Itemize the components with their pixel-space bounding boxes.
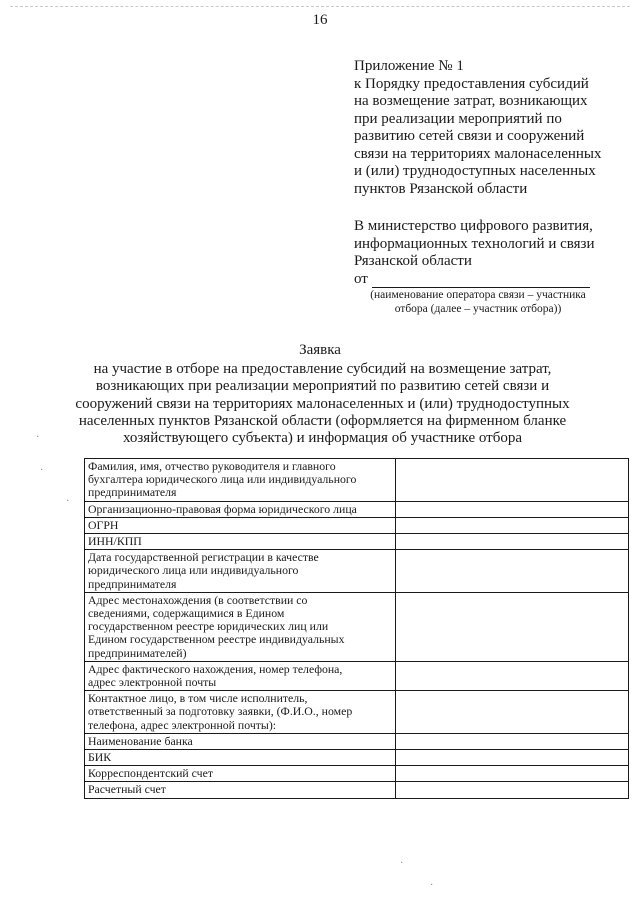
row-label [85, 661, 396, 690]
from-caption [354, 288, 602, 316]
table-row [85, 550, 629, 593]
row-label-line: ответственный за подготовку заявки, (Ф.И.О., номер [88, 704, 353, 719]
row-label [85, 766, 396, 782]
row-label [85, 517, 396, 533]
row-value-cell[interactable] [396, 501, 629, 517]
row-value-cell[interactable] [396, 534, 629, 550]
row-value-cell[interactable] [396, 517, 629, 533]
row-label [85, 733, 396, 749]
row-label [85, 592, 396, 661]
row-label-line: Расчетный счет [88, 782, 166, 797]
row-label-line: государственном реестре юридических лиц или [88, 619, 329, 634]
table-row [85, 534, 629, 550]
row-label-line: Едином государственном реестре индивидуальных [88, 632, 345, 647]
row-label-line: сведениями, содержащимися в Едином [88, 606, 285, 621]
from-blank-field[interactable] [372, 274, 590, 288]
scan-speck: · [40, 465, 44, 476]
form-subtitle-line: возникающих при реализации мероприятий по развитию сетей связи и [95, 378, 550, 395]
appendix-line: при реализации мероприятий по [354, 110, 562, 127]
page-number: 16 [312, 12, 328, 28]
row-label-line: адрес электронной почты [88, 675, 217, 690]
row-label [85, 534, 396, 550]
row-label-line: предпринимателя [88, 485, 177, 500]
form-title: Заявка [299, 342, 341, 358]
row-label [85, 501, 396, 517]
addressee-line: В министерство цифрового развития, [354, 218, 593, 234]
row-label-line: Контактное лицо, в том числе исполнитель, [88, 691, 308, 706]
table-row [85, 733, 629, 749]
appendix-line: развитию сетей связи и сооружений [354, 128, 585, 144]
addressee-line: Рязанской области [354, 253, 472, 269]
participant-info-table [84, 458, 629, 799]
row-label-line: Корреспондентский счет [88, 766, 213, 781]
from-caption-line: (наименование оператора связи – участника [370, 289, 586, 301]
row-label-line: предпринимателя [88, 576, 177, 591]
row-label-line: телефона, адрес электронной почты): [88, 717, 277, 732]
table-row [85, 766, 629, 782]
table-row [85, 501, 629, 517]
table-row [85, 592, 629, 661]
form-subtitle-line: на участие в отборе на предоставление субсидий на возмещение затрат, [93, 361, 552, 377]
row-value-cell[interactable] [396, 592, 629, 661]
row-label-line: Организационно-правовая форма юридического лица [88, 501, 357, 516]
row-value-cell[interactable] [396, 750, 629, 766]
row-label-line: Наименование банка [88, 733, 193, 748]
addressee-block [354, 218, 624, 316]
row-label [85, 750, 396, 766]
row-label-line: Фамилия, имя, отчество руководителя и главного [88, 459, 336, 473]
table-row [85, 691, 629, 734]
row-value-cell[interactable] [396, 766, 629, 782]
table-row [85, 459, 629, 502]
row-label-line: предпринимателей) [88, 645, 187, 660]
scan-edge-line [10, 6, 630, 7]
appendix-line: Приложение № 1 [354, 58, 464, 74]
row-value-cell[interactable] [396, 661, 629, 690]
table-row [85, 661, 629, 690]
row-label-line: Адрес местонахождения (в соответствии со [88, 592, 308, 607]
appendix-line: и (или) труднодоступных населенных [354, 163, 596, 179]
row-label-line: бухгалтера юридического лица или индивидуального [88, 472, 357, 487]
row-label [85, 459, 396, 502]
appendix-line: связи на территориях малонаселенных [354, 145, 602, 162]
form-subtitle [40, 361, 605, 447]
table-row [85, 782, 629, 798]
row-label-line: ОГРН [88, 517, 119, 532]
addressee-line: информационных технологий и связи [354, 235, 595, 252]
scan-speck: · [36, 432, 40, 443]
from-line [354, 271, 624, 289]
appendix-line: на возмещение затрат, возникающих [354, 93, 588, 109]
row-label [85, 550, 396, 593]
appendix-line: к Порядку предоставления субсидий [354, 75, 589, 92]
row-value-cell[interactable] [396, 459, 629, 502]
table-row [85, 750, 629, 766]
appendix-header [354, 58, 624, 198]
scan-speck: · [400, 858, 404, 869]
row-value-cell[interactable] [396, 550, 629, 593]
from-label: от [354, 270, 368, 287]
from-caption-line: отбора (далее – участник отбора)) [394, 303, 562, 315]
scan-speck: · [66, 496, 70, 507]
row-label-line: ИНН/КПП [88, 534, 142, 549]
row-label-line: Адрес фактического нахождения, номер телефона, [88, 661, 343, 676]
appendix-line: пунктов Рязанской области [354, 180, 528, 197]
form-subtitle-line: хозяйствующего субъекта) и информация об участнике отбора [122, 430, 523, 447]
row-value-cell[interactable] [396, 782, 629, 798]
row-value-cell[interactable] [396, 733, 629, 749]
row-label [85, 782, 396, 798]
form-subtitle-line: сооружений связи на территориях малонаселенных и (или) труднодоступных [75, 395, 570, 412]
row-label-line: БИК [88, 750, 112, 765]
row-value-cell[interactable] [396, 691, 629, 734]
table-row [85, 517, 629, 533]
form-subtitle-line: населенных пунктов Рязанской области (оформляется на фирменном бланке [78, 412, 567, 429]
row-label-line: юридического лица или индивидуального [88, 563, 299, 578]
row-label-line: Дата государственной регистрации в качестве [88, 550, 319, 565]
scan-speck: · [430, 880, 434, 891]
row-label [85, 691, 396, 734]
